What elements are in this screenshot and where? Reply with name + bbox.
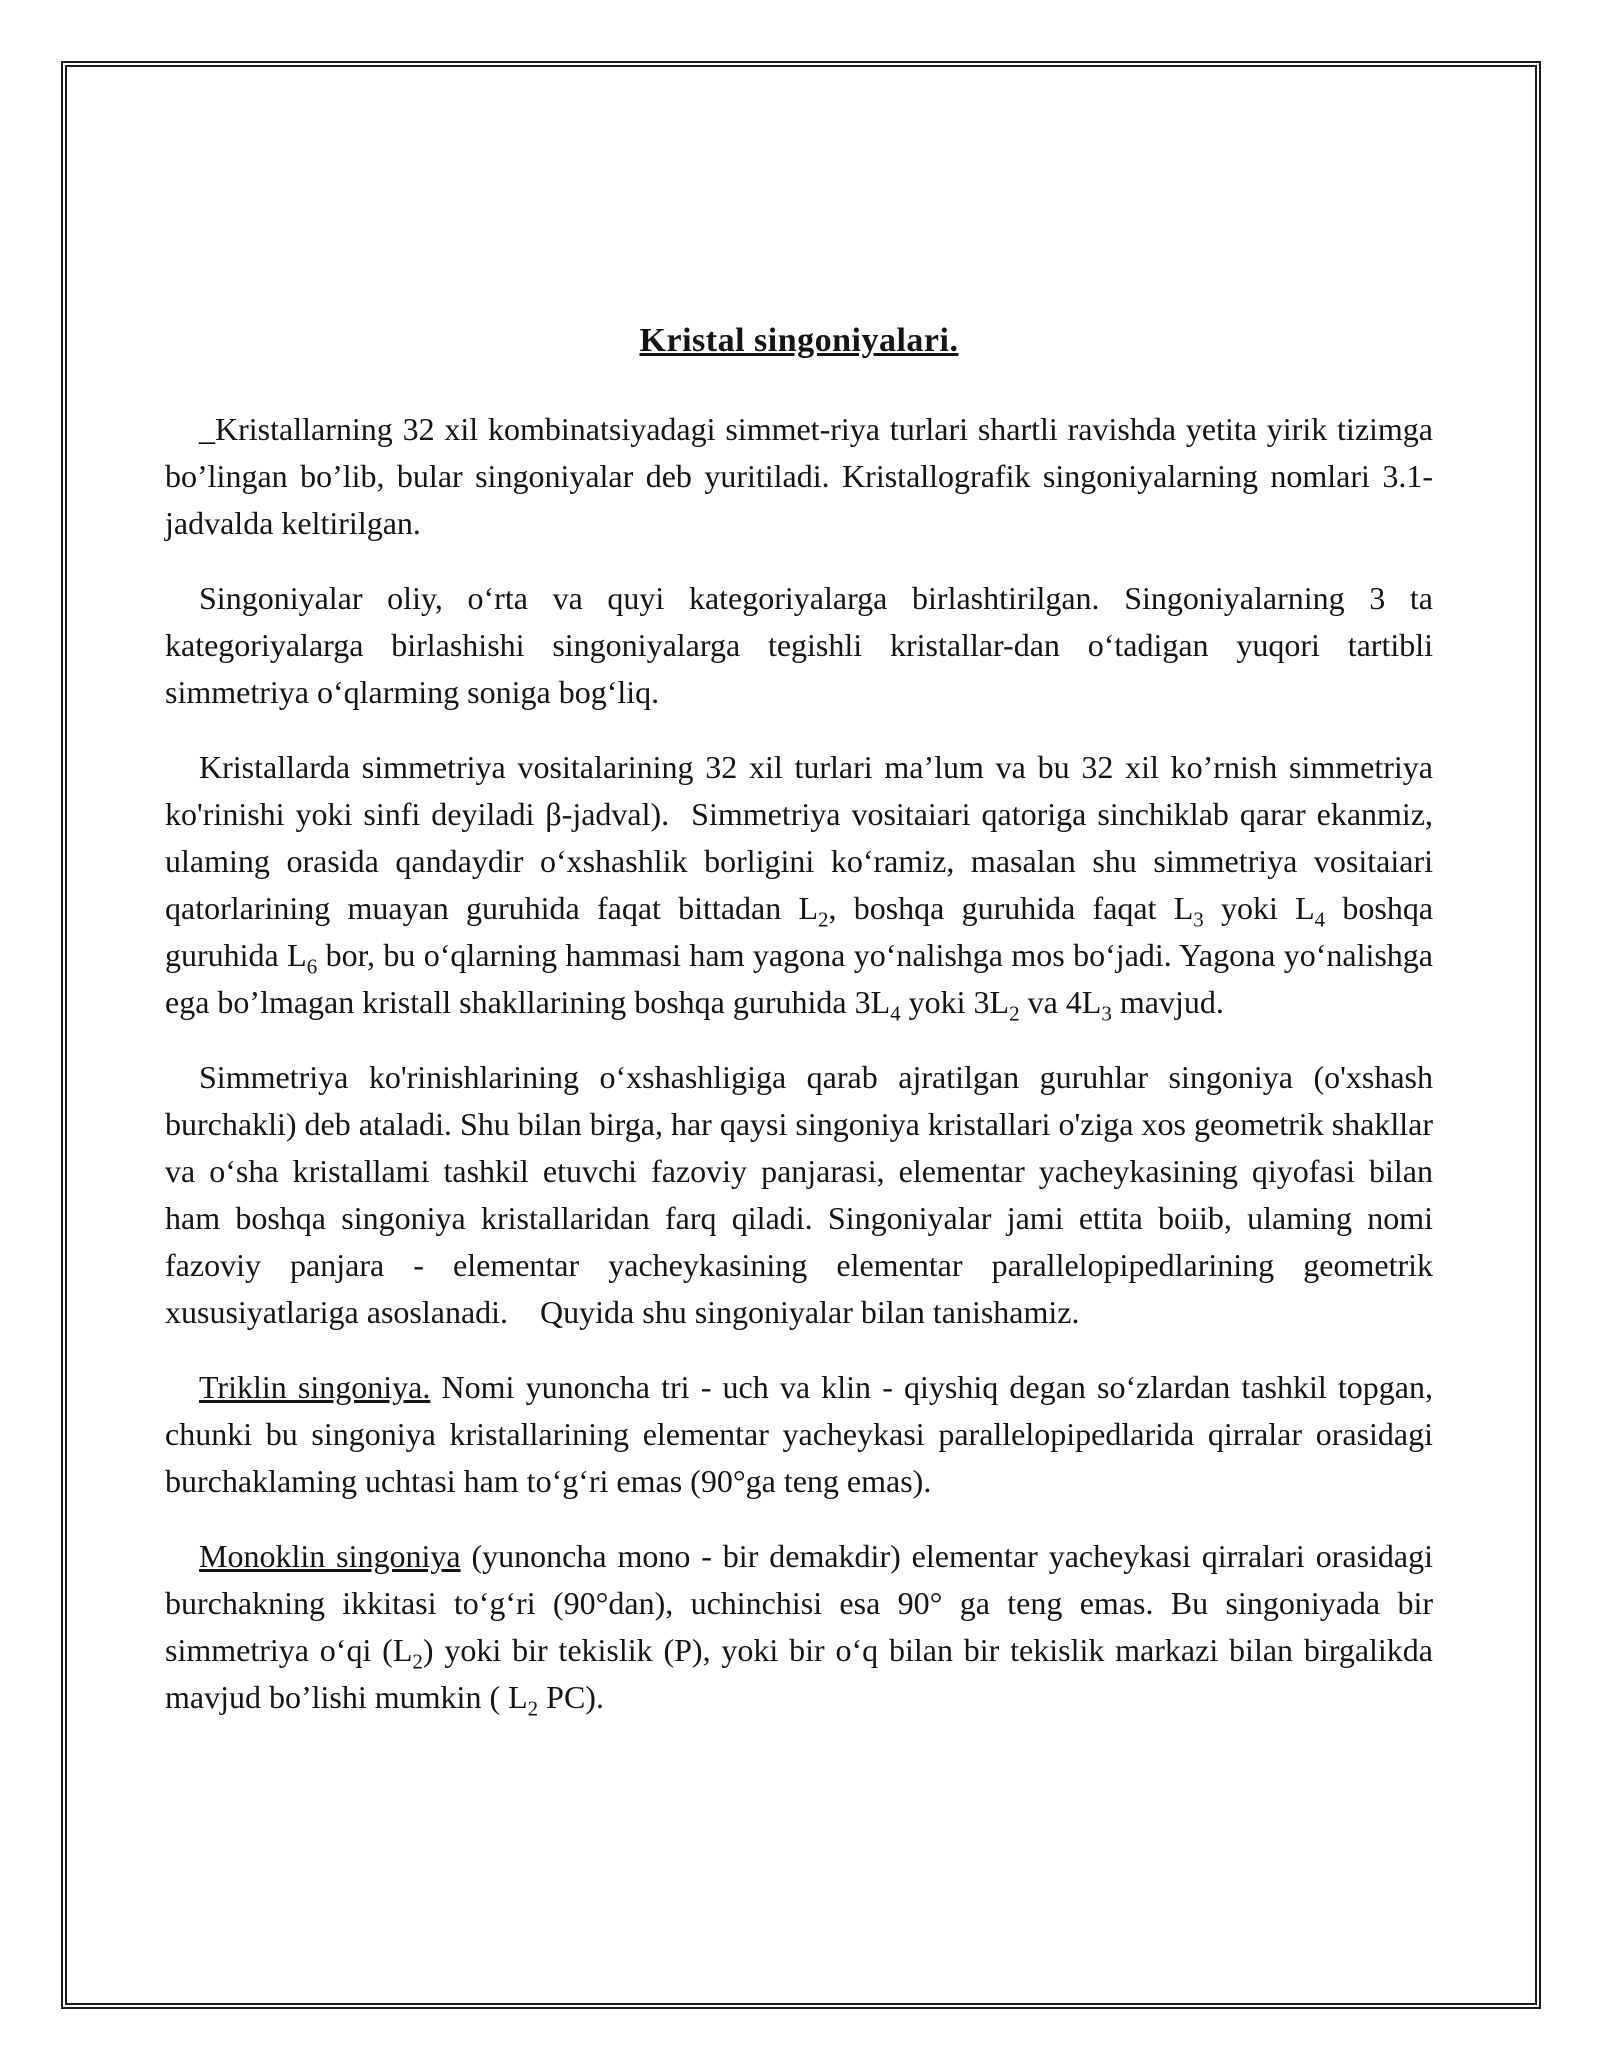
paragraph-5: [165, 1364, 1433, 1505]
text-run: yoki 3L: [900, 984, 1010, 1020]
subscript-run: 3: [1193, 907, 1204, 932]
subscript-run: 4: [1314, 907, 1326, 932]
document-body: [165, 322, 1433, 1749]
text-run: va 4L: [1019, 984, 1102, 1020]
text-run: mavjud.: [1111, 984, 1224, 1020]
text-run: bor, bu o‘qlarning hammasi ham yagona yo‘nalishga mos bo‘jadi. Yagona yo‘nalishga ega bo’lmagan kristall shakllarining boshqa guruhida 3L: [165, 937, 1434, 1020]
text-run: (yunoncha mono - bir demakdir) elementar yacheykasi qirralari orasidagi burchakning ikkitasi to‘g‘ri (90°dan), uchinchisi esa 90° ga teng emas. Bu singoniyada bir simmetriya o‘qi (L: [165, 1538, 1434, 1668]
paragraph-1: [165, 406, 1433, 547]
underlined-run: Monoklin singoniya: [199, 1538, 461, 1574]
subscript-run: 2: [818, 907, 829, 932]
text-run: boshqa guruhida L: [165, 890, 1434, 973]
subscript-run: 2: [1009, 1001, 1020, 1026]
text-run: Simmetriya ko'rinishlarining o‘xshashligiga qarab ajratilgan guruhlar singoniya (o'xshash burchakli) deb ataladi. Shu bilan birga, har qaysi singoniya kristallari o'ziga xos geometrik shakllar va o‘sha kristallami tashkil etuvchi fazoviy panjarasi, elementar yacheykasining qiyofasi bilan ham boshqa singoniya kristallaridan farq qiladi. Singoniyalar jami ettita boiib, ulaming nomi fazoviy panjara - elementar yacheykasining elementar parallelopipedlarining geometrik xususiyatlariga asoslanadi. Quyida shu singoniyalar bilan tanishamiz.: [165, 1059, 1433, 1330]
subscript-run: 3: [1101, 1001, 1112, 1026]
underlined-run: Triklin singoniya.: [199, 1369, 431, 1405]
text-run: yoki L: [1203, 890, 1315, 926]
text-run: , boshqa guruhida faqat L: [828, 890, 1194, 926]
subscript-run: 2: [412, 1649, 423, 1674]
paragraph-2: [165, 575, 1433, 716]
text-run: ) yoki bir tekislik (P), yoki bir o‘q bilan bir tekislik markazi bilan birgalikda mavjud bo’lishi mumkin ( L: [165, 1632, 1434, 1715]
paragraph-3: [165, 744, 1433, 1026]
text-run: Singoniyalar oliy, o‘rta va quyi kategoriyalarga birlashtirilgan. Singoniyalarning 3 ta kategoriyalarga birlashishi singoniyalarga tegishli kristallar-dan o‘tadigan yuqori tartibli simmetriya o‘qlarming soniga bog‘liq.: [165, 580, 1433, 710]
paragraph-4: [165, 1054, 1433, 1336]
subscript-run: 4: [890, 1001, 901, 1026]
subscript-run: 2: [527, 1696, 539, 1721]
text-run: _Kristallarning 32 xil kombinatsiyadagi simmet-riya turlari shartli ravishda yetita yirik tizimga bo’lingan bo’lib, bular singoniyalar deb yuritiladi. Kristallografik singoniyalarning nomlari 3.1-jadvalda keltirilgan.: [165, 411, 1433, 541]
subscript-run: 6: [306, 954, 318, 979]
text-run: PC).: [538, 1679, 604, 1715]
paragraph-6: [165, 1533, 1433, 1721]
page-title: Kristal singoniyalari.: [639, 322, 959, 359]
text-run: Kristallarda simmetriya vositalarining 32 xil turlari ma’lum va bu 32 xil ko’rnish simmetriya ko'rinishi yoki sinfi deyiladi β-jadval). Simmetriya vositaiari qatoriga sinchiklab qarar ekanmiz, ulaming orasida qandaydir o‘xshashlik borligini ko‘ramiz, masalan shu simmetriya vositaiari qatorlarining muayan guruhida faqat bittadan L: [165, 749, 1433, 926]
text-run: Nomi yunoncha tri - uch va klin - qiyshiq degan so‘zlardan tashkil topgan, chunki bu singoniya kristallarining elementar yacheykasi parallelopipedlarida qirralar orasidagi burchaklaming uchtasi ham to‘g‘ri emas (90°ga teng emas).: [165, 1369, 1434, 1499]
